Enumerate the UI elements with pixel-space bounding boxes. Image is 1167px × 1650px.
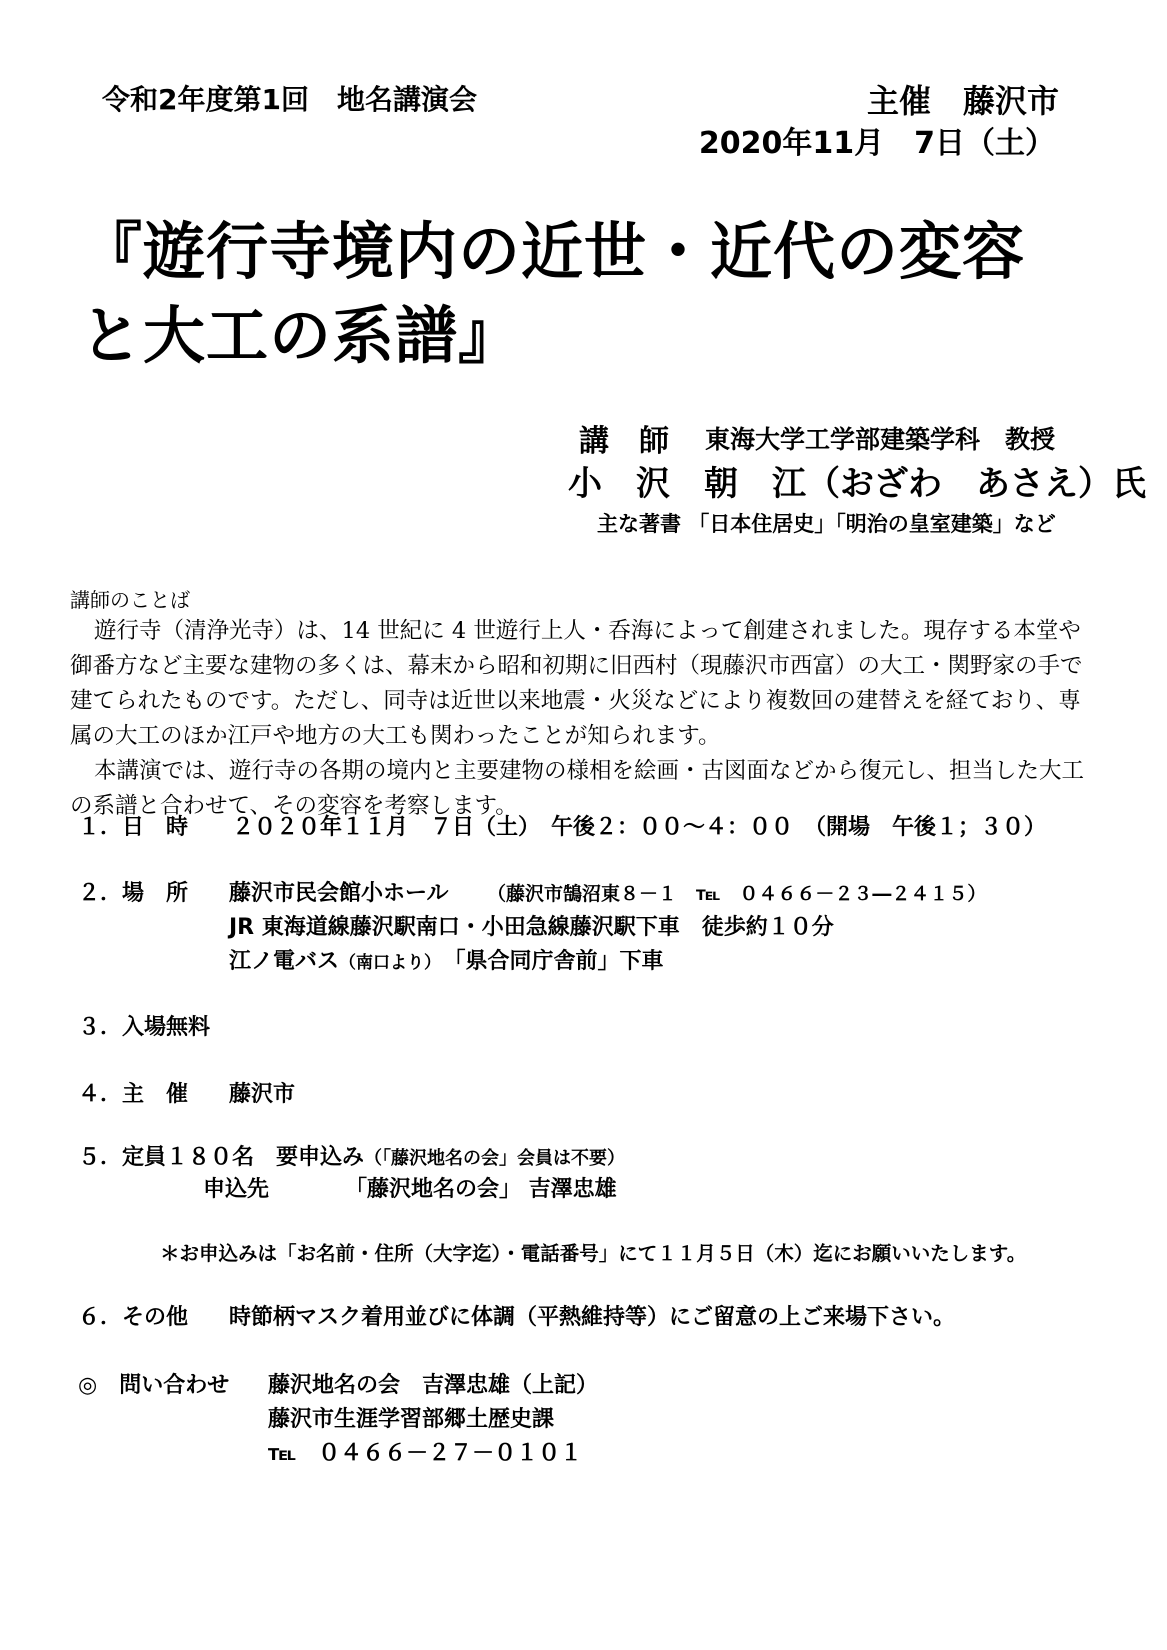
lecturer-words-body	[70, 614, 1100, 824]
item-organizer-value: 藤沢市	[229, 1082, 296, 1107]
lecturer-words-paragraph: 遊行寺（清浄光寺）は、14 世紀に 4 世遊行上人・呑海によって創建されました。現存する本堂や御番方など主要な建物の多くは、幕末から昭和初期に旧西村（現藤沢市西富）の大工・関野家の手で建てられたものです。ただし、同寺は近世以来地震・火災などにより複数回の建替えを経ており、専属の大工のほか江戸や地方の大工も関わったことが知られます。	[70, 618, 1083, 749]
item-capacity	[78, 1140, 625, 1171]
bus-stop: 「県合同庁舎前」下車	[454, 949, 664, 974]
bus-line: 江ノ電バス	[229, 949, 340, 974]
capacity-text: ５．定員１８０名 要申込み	[78, 1145, 365, 1170]
lecturer-affiliation: 東海大学工学部建築学科 教授	[705, 425, 1056, 454]
lecturer-words-heading: 講師のことば	[70, 588, 190, 612]
item-venue-access-bus	[229, 944, 664, 975]
lecturer-books: 主な著書 「日本住居史」「明治の皇室建築」など	[597, 512, 1056, 536]
organizer-header: 主催 藤沢市	[866, 82, 1059, 120]
apply-to-value: 「藤沢地名の会」 吉澤忠雄	[345, 1177, 617, 1202]
application-note: ＊お申込みは「お名前・住所（大字迄）・電話番号」にて１１月５日（木）迄にお願いいたします。	[160, 1242, 1027, 1265]
contact-line-1: 藤沢地名の会 吉澤忠雄（上記）	[268, 1373, 599, 1398]
item-organizer-label: ４．主 催	[78, 1082, 189, 1107]
lecturer-words-paragraph: 本講演では、遊行寺の各期の境内と主要建物の様相を絵画・古図面などから復元し、担当した大工の系譜と合わせて、その変容を考察します。	[70, 758, 1085, 819]
capacity-note: （「藤沢地名の会」会員は不要）	[364, 1148, 626, 1169]
contact-line-2: 藤沢市生涯学習部郷土歴史課	[268, 1407, 555, 1432]
apply-to-label: 申込先	[203, 1177, 270, 1202]
item-other-label: ６．その他	[78, 1305, 189, 1330]
lecturer-name: 小 沢 朝 江（おざわ あさえ）氏	[568, 464, 1146, 504]
lecturer-role: 講 師	[579, 424, 669, 459]
event-series: 令和2年度第1回 地名講演会	[102, 83, 477, 116]
item-other-value: 時節柄マスク着用並びに体調（平熱維持等）にご留意の上ご来場下さい。	[229, 1305, 956, 1330]
item-venue-name: 藤沢市民会館小ホール	[229, 881, 449, 906]
item-venue-access-train: JR 東海道線藤沢駅南口・小田急線藤沢駅下車 徒歩約１０分	[229, 915, 834, 940]
bus-direction: （南口より）	[339, 953, 433, 973]
contact-tel: ℡ ０４６６－２７－０１０１	[268, 1441, 583, 1466]
item-datetime: １．日 時 ２０２０年１１月 ７日（土） 午後２：００～４：００ （開場 午後１；３０）	[78, 815, 1047, 840]
item-venue-address: （藤沢市鵠沼東８－１ ℡ ０４６６－２３―２４１５）	[487, 883, 987, 905]
lecture-title-line-1: 『遊行寺境内の近世・近代の変容	[80, 215, 1026, 288]
contact-label: ◎ 問い合わせ	[78, 1373, 230, 1398]
item-venue-label: ２．場 所	[78, 881, 189, 906]
lecture-title-line-2: と大工の系譜』	[80, 299, 522, 372]
event-date-header: 2020年11月 7日（土）	[698, 126, 1055, 161]
item-admission: ３．入場無料	[78, 1015, 211, 1040]
